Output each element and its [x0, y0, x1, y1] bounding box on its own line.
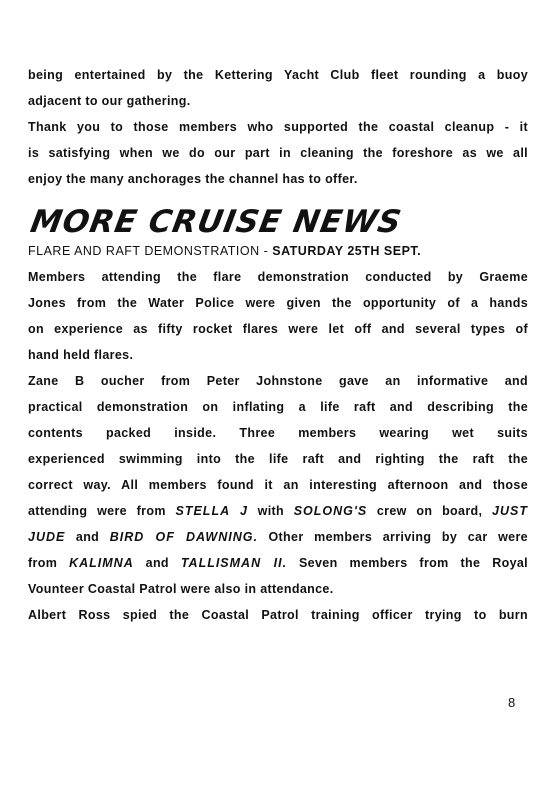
- paragraph-line: Members attending the flare demonstration conducted by Graeme: [28, 270, 528, 284]
- boat-name: KALIMNA: [69, 556, 134, 570]
- boat-name: BIRD OF DAWNING.: [109, 530, 258, 544]
- boat-name: JUDE: [28, 530, 66, 544]
- paragraph-line: being entertained by the Kettering Yacht Club fleet rounding a buoy: [28, 68, 528, 82]
- text-run: from: [28, 556, 70, 570]
- subheading-event: FLARE AND RAFT DEMONSTRATION: [28, 244, 260, 258]
- paragraph-line: [28, 524, 528, 550]
- paragraph-line: [28, 550, 528, 576]
- subheading-date: SATURDAY 25TH SEPT.: [272, 244, 422, 258]
- paragraph-line: contents packed inside. Three members wearing wet suits: [28, 426, 528, 440]
- paragraph-line: correct way. All members found it an interesting afternoon and those: [28, 478, 528, 492]
- paragraph-line: on experience as fifty rocket flares were let off and several types of: [28, 322, 528, 336]
- text-run: crew on board,: [367, 504, 493, 518]
- section-heading: MORE CRUISE NEWS: [27, 204, 405, 240]
- boat-name: JUST: [492, 504, 528, 518]
- boat-name: STELLA J: [175, 504, 248, 518]
- text-run: Seven members from the Royal: [287, 556, 529, 570]
- boat-name: SOLONG'S: [293, 504, 368, 518]
- subheading-separator: -: [259, 244, 273, 258]
- paragraph-line: is satisfying when we do our part in cleaning the foreshore as we all: [28, 146, 528, 160]
- section-subheading: [28, 240, 528, 262]
- boat-name: TALLISMAN II.: [180, 556, 288, 570]
- document-page: [28, 62, 528, 628]
- paragraph-line: [28, 498, 528, 524]
- text-run: Other members arriving by car were: [257, 530, 528, 544]
- paragraph-line: Thank you to those members who supported the coastal cleanup - it: [28, 120, 528, 134]
- paragraph-line: hand held flares.: [28, 348, 134, 362]
- paragraph-line: enjoy the many anchorages the channel has to offer.: [28, 172, 358, 186]
- page-number: 8: [508, 695, 516, 710]
- text-run: attending were from: [28, 504, 176, 518]
- paragraph-line: practical demonstration on inflating a life raft and describing the: [28, 400, 528, 414]
- text-run: with: [247, 504, 294, 518]
- text-run: and: [65, 530, 110, 544]
- text-run: and: [133, 556, 181, 570]
- paragraph-line: adjacent to our gathering.: [28, 94, 191, 108]
- paragraph-line: experienced swimming into the life raft and righting the raft the: [28, 452, 528, 466]
- paragraph-line: Albert Ross spied the Coastal Patrol training officer trying to burn: [28, 608, 528, 622]
- paragraph-line: Jones from the Water Police were given the opportunity of a hands: [28, 296, 528, 310]
- paragraph-line: Vounteer Coastal Patrol were also in attendance.: [28, 582, 334, 596]
- paragraph-line: Zane B oucher from Peter Johnstone gave an informative and: [28, 374, 528, 388]
